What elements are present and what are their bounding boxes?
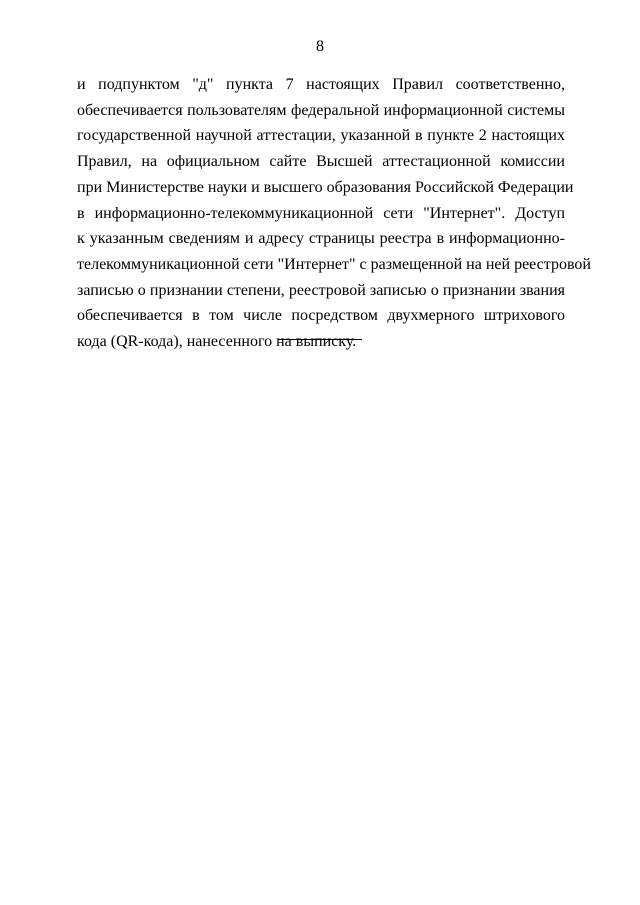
body-paragraph bbox=[77, 72, 591, 355]
text-line: обеспечивается пользователям федеральной информационной системы bbox=[77, 101, 565, 119]
text-line: записью о признании степени, реестровой записью о признании звания bbox=[77, 281, 565, 299]
text-line: телекоммуникационной сети "Интернет" с размещенной на ней реестровой bbox=[77, 255, 591, 273]
text-line: государственной научной аттестации, указанной в пункте 2 настоящих bbox=[77, 127, 565, 145]
text-line: в информационно-телекоммуникационной сети "Интернет". Доступ bbox=[77, 204, 565, 222]
text-line: обеспечивается в том числе посредством двухмерного штрихового bbox=[77, 307, 565, 325]
text-line: и подпунктом "д" пункта 7 настоящих Правил соответственно, bbox=[77, 76, 565, 93]
text-line: Правил, на официальном сайте Высшей аттестационной комиссии bbox=[77, 153, 565, 171]
text-line: кода (QR-кода), нанесенного на выписку. bbox=[77, 333, 357, 351]
page-number: 8 bbox=[316, 38, 324, 55]
text-line: к указанным сведениям и адресу страницы реестра в информационно- bbox=[77, 230, 565, 248]
end-divider bbox=[278, 339, 362, 340]
text-line: при Министерстве науки и высшего образования Российской Федерации bbox=[77, 178, 574, 196]
